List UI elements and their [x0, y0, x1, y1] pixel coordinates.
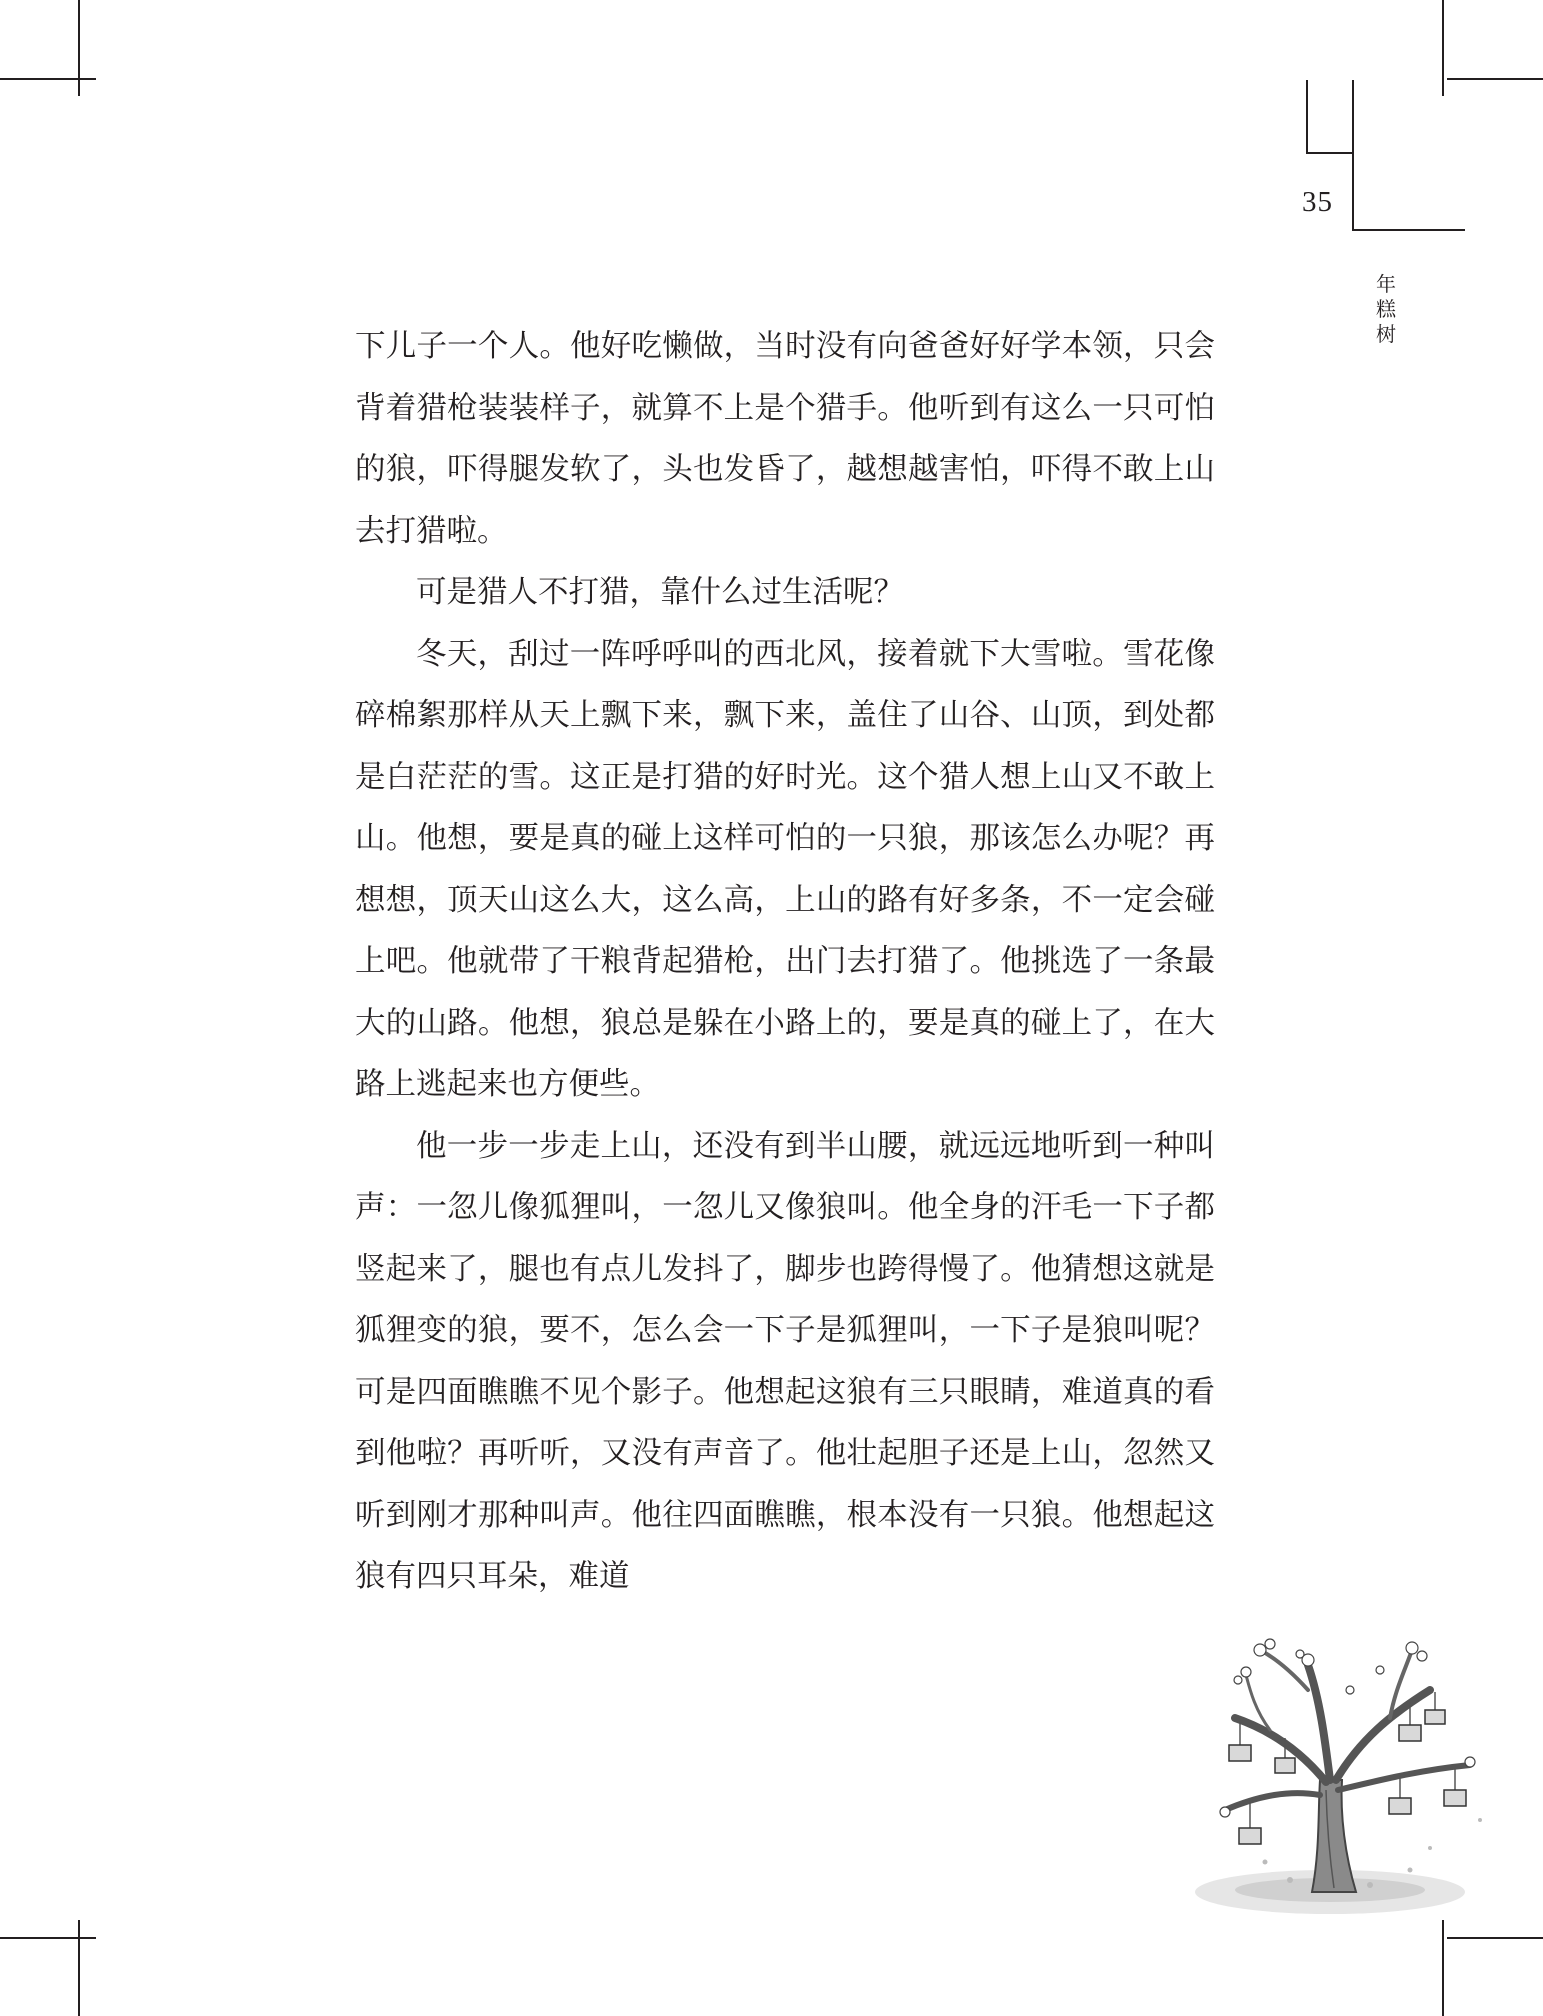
page-number: 35	[1302, 186, 1333, 218]
header-rule-bottom	[1352, 229, 1465, 231]
crop-mark-top-right-h	[1447, 78, 1543, 80]
paragraph: 他一步一步走上山，还没有到半山腰，就远远地听到一种叫声：一忽儿像狐狸叫，一忽儿又像狼叫。他全身的汗毛一下子都竖起来了，腿也有点儿发抖了，脚步也跨得慢了。他猜想这就是狐狸变的狼，要不，怎么会一下子是狐狸叫，一下子是狼叫呢？可是四面瞧瞧不见个影子。他想起这狼有三只眼睛，难道真的看到他啦？再听听，又没有声音了。他壮起胆子还是上山，忽然又听到刚才那种叫声。他往四面瞧瞧，根本没有一只狼。他想起这狼有四只耳朵，难道	[355, 1128, 1215, 1594]
paragraph: 可是猎人不打猎，靠什么过生活呢？	[416, 575, 904, 610]
running-title: 年糕树	[1376, 272, 1396, 346]
header-rule-left	[1306, 80, 1308, 152]
paragraph: 下儿子一个人。他好吃懒做，当时没有向爸爸好好学本领，只会背着猎枪装装样子，就算不上是个猎手。他听到有这么一只可怕的狼，吓得腿发软了，头也发昏了，越想越害怕，吓得不敢上山去打猎啦。	[355, 329, 1215, 549]
crop-mark-bottom-right-v	[1442, 1920, 1444, 2016]
crop-mark-top-left-v	[78, 0, 80, 96]
crop-mark-bottom-left-h	[0, 1937, 96, 1939]
crop-mark-bottom-right-h	[1447, 1937, 1543, 1939]
crop-mark-top-left-h	[0, 78, 96, 80]
tree-illustration	[1180, 1630, 1520, 1930]
crop-mark-bottom-left-v	[78, 1920, 80, 2016]
body-text	[355, 316, 1215, 1608]
header-rule-right	[1352, 80, 1354, 230]
header-rule-mid	[1306, 152, 1354, 154]
crop-mark-top-right-v	[1442, 0, 1444, 96]
paragraph: 冬天，刮过一阵呼呼叫的西北风，接着就下大雪啦。雪花像碎棉絮那样从天上飘下来，飘下来，盖住了山谷、山顶，到处都是白茫茫的雪。这正是打猎的好时光。这个猎人想上山又不敢上山。他想，要是真的碰上这样可怕的一只狼，那该怎么办呢？再想想，顶天山这么大，这么高，上山的路有好多条，不一定会碰上吧。他就带了干粮背起猎枪，出门去打猎了。他挑选了一条最大的山路。他想，狼总是躲在小路上的，要是真的碰上了，在大路上逃起来也方便些。	[355, 636, 1215, 1102]
